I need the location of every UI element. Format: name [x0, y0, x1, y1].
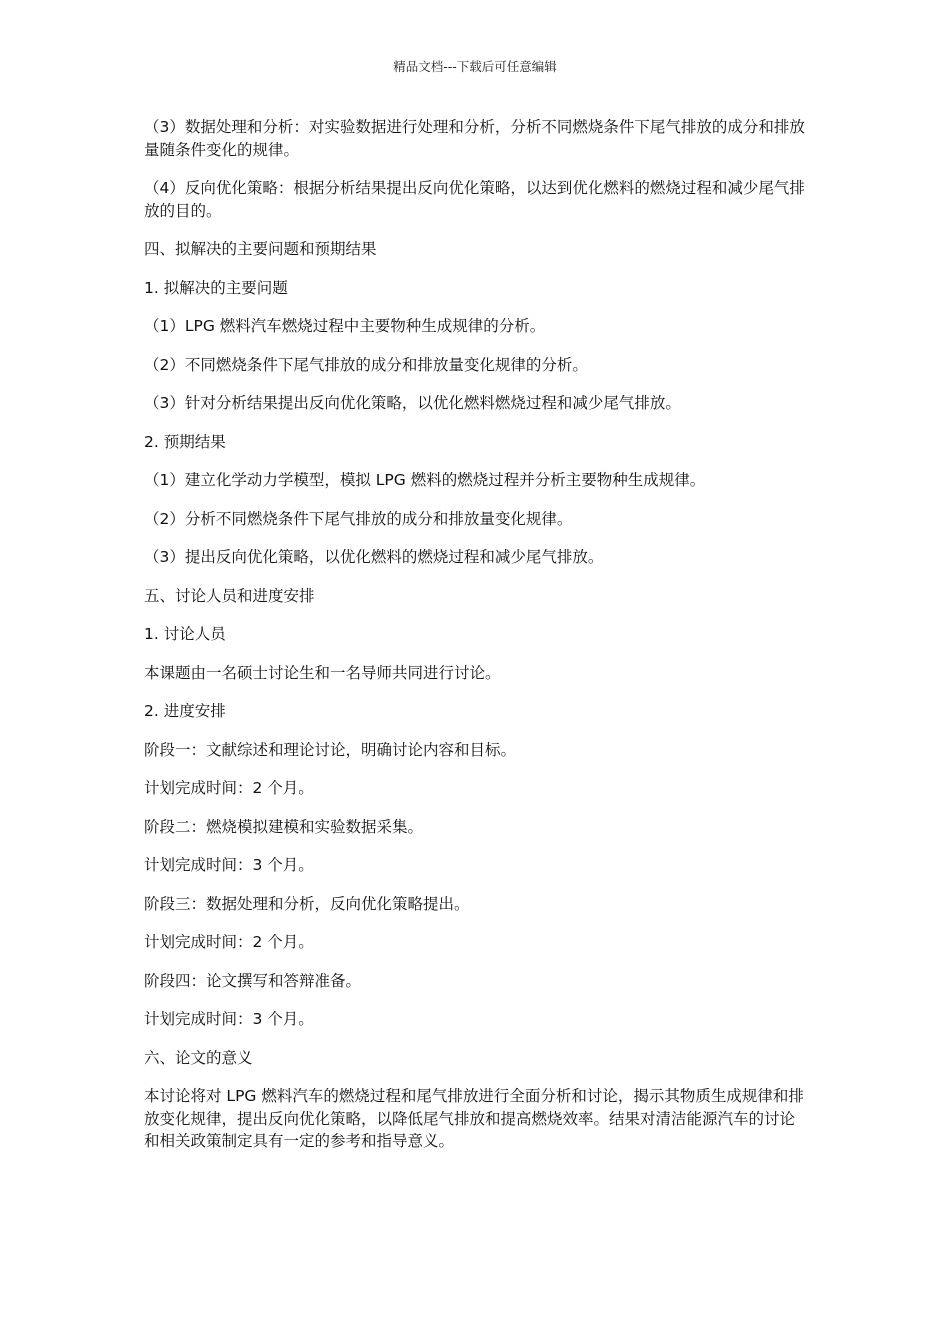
schedule-stage-2: 阶段二：燃烧模拟建模和实验数据采集。: [144, 817, 424, 836]
list-item-problem-3: （3）针对分析结果提出反向优化策略，以优化燃料燃烧过程和减少尾气排放。: [144, 394, 681, 412]
paragraph-personnel: 本课题由一名硕士讨论生和一名导师共同进行讨论。: [144, 663, 501, 682]
document-body: [144, 116, 809, 1169]
section-heading-problems-results: 四、拟解决的主要问题和预期结果: [144, 240, 377, 258]
schedule-stage-3: 阶段三：数据处理和分析，反向优化策略提出。: [144, 894, 470, 913]
paragraph-reverse-optimization: （4）反向优化策略：根据分析结果提出反向优化策略，以达到优化燃料的燃烧过程和减少尾气排放的目的。: [144, 179, 805, 220]
list-item-problem-2: （2）不同燃烧条件下尾气排放的成分和排放量变化规律的分析。: [144, 355, 588, 374]
list-item-result-1: （1）建立化学动力学模型，模拟 LPG 燃料的燃烧过程并分析主要物种生成规律。: [144, 471, 706, 489]
schedule-stage-1: 阶段一：文献综述和理论讨论，明确讨论内容和目标。: [144, 740, 517, 759]
subheading-expected-results: 2. 预期结果: [144, 432, 226, 451]
subheading-main-problems: 1. 拟解决的主要问题: [144, 278, 288, 297]
section-heading-personnel-schedule: 五、讨论人员和进度安排: [144, 586, 315, 605]
list-item-result-3: （3）提出反向优化策略，以优化燃料的燃烧过程和减少尾气排放。: [144, 548, 604, 566]
schedule-stage-4: 阶段四：论文撰写和答辩准备。: [144, 971, 362, 990]
schedule-time-1: 计划完成时间：2 个月。: [144, 779, 314, 797]
schedule-time-4: 计划完成时间：3 个月。: [144, 1010, 314, 1028]
schedule-time-3: 计划完成时间：2 个月。: [144, 933, 314, 951]
paragraph-significance: 本讨论将对 LPG 燃料汽车的燃烧过程和尾气排放进行全面分析和讨论，揭示其物质生成规律和排放变化规律，提出反向优化策略，以降低尾气排放和提高燃烧效率。结果对清洁能源汽车的讨论和相关政策制定具有一定的参考和指导意义。: [144, 1087, 804, 1150]
page-header: 精品文档---下载后可任意编辑: [393, 59, 557, 74]
subheading-schedule: 2. 进度安排: [144, 702, 226, 720]
list-item-problem-1: （1）LPG 燃料汽车燃烧过程中主要物种生成规律的分析。: [144, 317, 546, 335]
subheading-personnel: 1. 讨论人员: [144, 625, 226, 643]
schedule-time-2: 计划完成时间：3 个月。: [144, 856, 314, 874]
list-item-result-2: （2）分析不同燃烧条件下尾气排放的成分和排放量变化规律。: [144, 509, 573, 528]
paragraph-data-processing: （3）数据处理和分析：对实验数据进行处理和分析，分析不同燃烧条件下尾气排放的成分和排放量随条件变化的规律。: [144, 118, 805, 159]
section-heading-significance: 六、论文的意义: [144, 1048, 253, 1067]
